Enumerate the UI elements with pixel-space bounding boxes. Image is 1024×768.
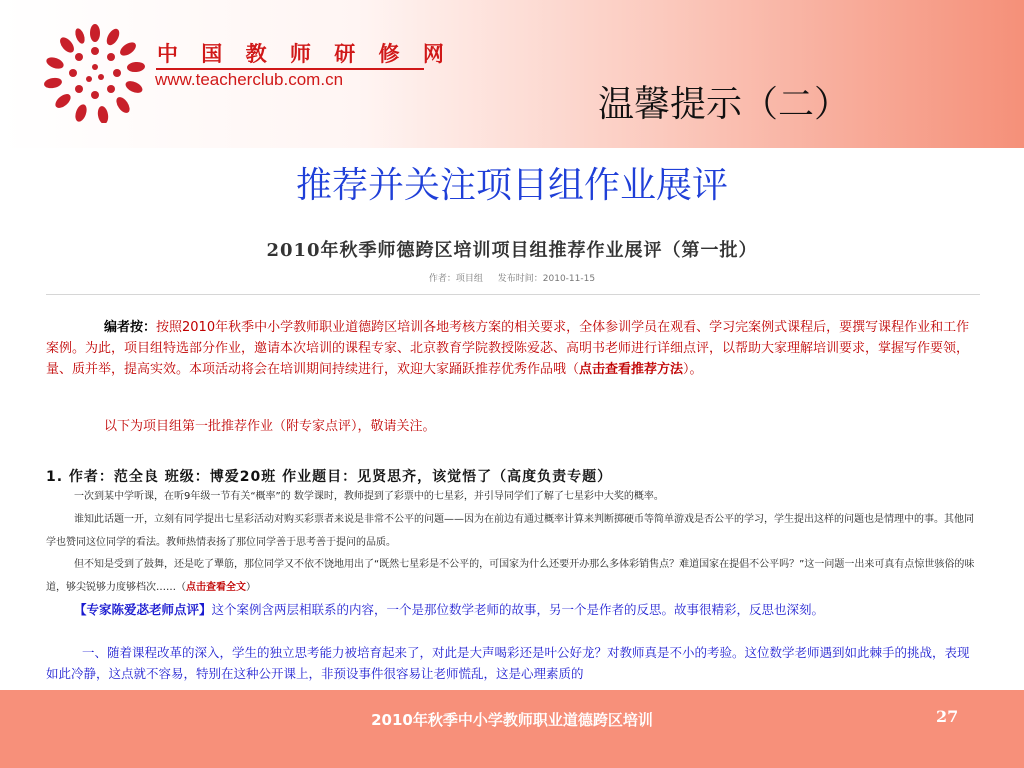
footer-text: 2010年秋季中小学教师职业道德跨区培训 [371, 711, 653, 729]
editor-text-end: ）。 [683, 362, 703, 377]
site-url[interactable]: www.teacherclub.com.cn [155, 70, 344, 89]
expert-comment [46, 599, 976, 620]
slide-subtitle: 推荐并关注项目组作业展评 [295, 165, 728, 206]
recommend-method-link[interactable]: 点击查看推荐方法 [579, 362, 684, 377]
section-heading: 1. 作者：范全良 班级：博爱20班 作业题目：见贤思齐，该觉悟了（高度负责专题） [46, 469, 613, 485]
paragraph-3-end: ） [246, 581, 256, 593]
intro-text: 以下为项目组第一批推荐作业（附专家点评），敬请关注。 [104, 419, 436, 434]
article-publish-time: 发布时间：2010-11-15 [497, 274, 596, 284]
slide-title: 温馨提示（二） [598, 84, 851, 125]
editor-text: 按照2010年秋季中小学教师职业道德跨区培训各地考核方案的相关要求，全体参训学员在观看、学习完案例式课程后，要撰写课程作业和工作案例。为此，项目组特选部分作业，邀请本次培训的课程专家、北京教育学院教授陈爱苾、高明书老师进行详细点评，以帮助大家理解培训要求，掌握写作要领，量、质并举，提高实效。本项活动将会在培训期间持续进行，欢迎大家踊跃推荐优秀作品哦（ [46, 320, 970, 377]
read-full-link[interactable]: 点击查看全文 [186, 581, 246, 593]
article-divider [46, 294, 980, 295]
article-meta [0, 271, 1024, 284]
paragraph-2: 谁知此话题一开，立刻有同学提出七星彩活动对购买彩票者来说是非常不公平的问题——因为在前边有通过概率计算来判断掷硬币等简单游戏是否公平的学习，学生提出这样的问题也是情理中的事。其他同学也赞同这位同学的看法。教师热情表扬了那位同学善于思考善于提问的品质。 [46, 514, 974, 548]
paragraph-3-text: 但不知是受到了鼓舞，还是吃了犟筋，那位同学又不依不饶地用出了“既然七星彩是不公平的，可国家为什么还要开办那么多体彩销售点？难道国家在提倡不公平吗？”这一问题一出来可真有点惊世骇俗的味道，够尖锐够力度够档次……（ [46, 559, 975, 593]
site-name: 中 国 教 师 研 修 网 [157, 42, 452, 66]
page-number: 27 [936, 707, 959, 726]
slide-footer [0, 690, 1024, 768]
slide-header [0, 0, 1024, 148]
article-title: 2010年秋季师德跨区培训项目组推荐作业展评（第一批） [266, 240, 758, 261]
paragraph-1: 一次到某中学听课，在听9年级一节有关“概率”的 数学课时，教师提到了彩票中的七星彩，并引导同学们了解了七星彩中大奖的概率。 [74, 491, 664, 502]
editor-label: 编者按： [104, 320, 157, 335]
expert-tag: 【专家陈爱苾老师点评】 [74, 602, 212, 617]
editor-note [46, 317, 980, 380]
paragraph-3 [46, 554, 982, 599]
expert-text: 这个案例含两层相联系的内容，一个是那位数学老师的故事，另一个是作者的反思。故事很精彩，反思也深刻。 [211, 602, 825, 617]
article-author: 作者：项目组 [428, 274, 483, 284]
article-screenshot [0, 222, 1024, 690]
expert-comment-2: 一、随着课程改革的深入，学生的独立思考能力被培育起来了，对此是大声喝彩还是叶公好龙？对教师真是不小的考验。这位数学老师遇到如此棘手的挑战，表现如此冷静，这点就不容易，特别在这种公开课上，非预设事件很容易让老师慌乱，这是心理素质的 [46, 645, 970, 681]
teacherclub-logo-icon [33, 23, 157, 123]
